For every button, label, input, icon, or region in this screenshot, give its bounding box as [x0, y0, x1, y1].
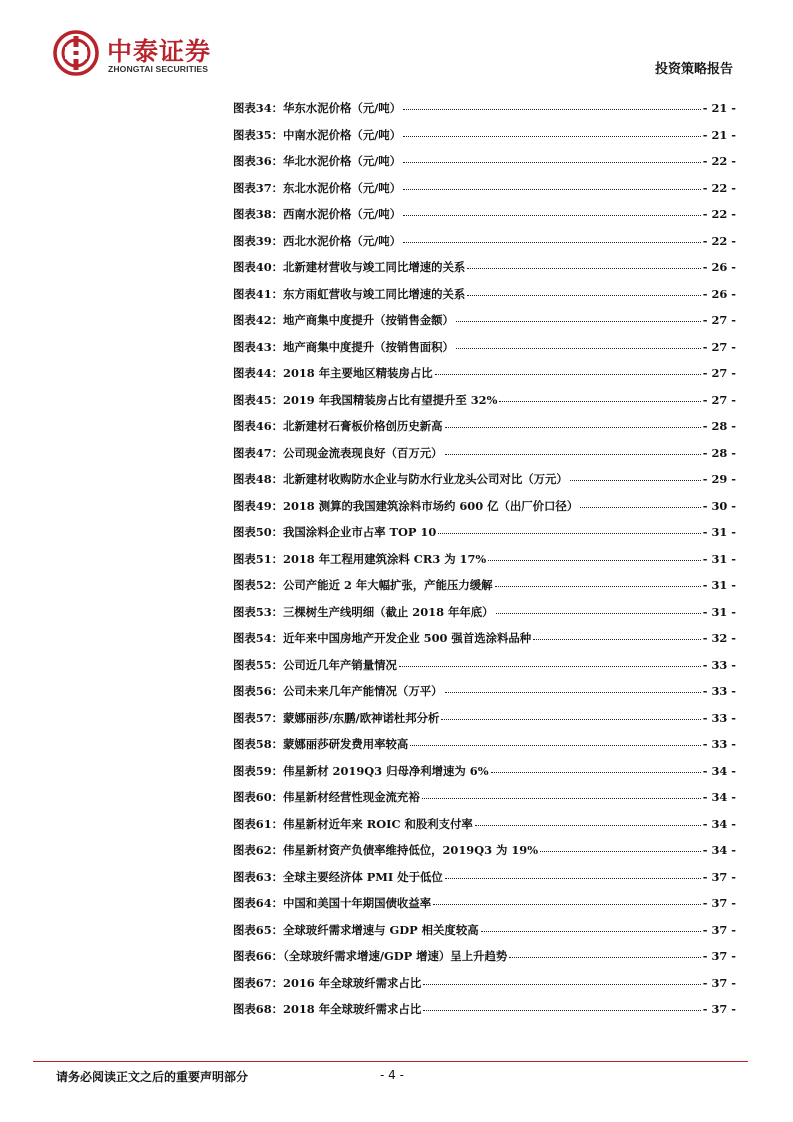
toc-leader-dots — [403, 241, 701, 243]
toc-entry-page: - 34 - — [702, 816, 736, 831]
toc-entry-page: - 22 - — [702, 233, 736, 248]
toc-entry-label: 图表58：蒙娜丽莎研发费用率较高 — [233, 737, 409, 751]
toc-entry-label: 图表48：北新建材收购防水企业与防水行业龙头公司对比（万元） — [233, 472, 568, 486]
toc-entry-label: 图表63：全球主要经济体 PMI 处于低位 — [233, 869, 443, 884]
footer-disclaimer: 请务必阅读正文之后的重要声明部分 — [56, 1070, 249, 1084]
toc-entry[interactable] — [233, 1001, 736, 1028]
toc-entry-label: 图表53：三棵树生产线明细（截止 2018 年年底） — [233, 604, 494, 619]
toc-entry-page: - 28 - — [702, 445, 736, 460]
toc-leader-dots — [403, 214, 701, 216]
toc-entry-label: 图表47：公司现金流表现良好（百万元） — [233, 445, 443, 460]
page-header — [0, 0, 793, 90]
toc-entry-page: - 37 - — [702, 922, 736, 937]
table-of-figures — [233, 100, 736, 1028]
toc-entry-page: - 32 - — [702, 631, 736, 645]
toc-entry-page: - 31 - — [702, 578, 736, 592]
toc-entry-page: - 37 - — [702, 975, 736, 990]
toc-entry[interactable] — [233, 524, 736, 551]
toc-entry-label: 图表37：东北水泥价格（元/吨） — [233, 180, 402, 195]
toc-entry-page: - 22 - — [702, 154, 736, 168]
toc-entry-label: 图表56：公司未来几年产能情况（万平） — [233, 684, 443, 698]
toc-entry-page: - 27 - — [702, 392, 736, 407]
toc-leader-dots — [540, 850, 701, 852]
toc-entry-page: - 37 - — [702, 869, 736, 884]
toc-entry-label: 图表59：伟星新材 2019Q3 归母净利增速为 6% — [233, 763, 489, 778]
toc-entry[interactable] — [233, 736, 736, 763]
toc-leader-dots — [438, 532, 700, 534]
toc-leader-dots — [533, 638, 701, 640]
report-type-label: 投资策略报告 — [654, 62, 733, 77]
toc-leader-dots — [445, 691, 701, 693]
toc-entry-page: - 33 - — [702, 737, 736, 751]
toc-leader-dots — [488, 559, 701, 561]
toc-entry[interactable] — [233, 816, 736, 843]
toc-entry-page: - 28 - — [702, 419, 736, 433]
toc-entry-label: 图表57：蒙娜丽莎/东鹏/欧神诺杜邦分析 — [233, 710, 440, 725]
toc-entry[interactable] — [233, 577, 736, 604]
toc-entry[interactable] — [233, 630, 736, 657]
toc-entry[interactable] — [233, 233, 736, 260]
toc-entry-page: - 34 - — [702, 843, 736, 857]
toc-entry-label: 图表35：中南水泥价格（元/吨） — [233, 127, 402, 142]
toc-entry[interactable] — [233, 312, 736, 339]
toc-entry-label: 图表64：中国和美国十年期国债收益率 — [233, 896, 432, 910]
toc-entry-label: 图表51：2018 年工程用建筑涂料 CR3 为 17% — [233, 551, 487, 566]
toc-leader-dots — [499, 400, 700, 402]
toc-entry[interactable] — [233, 842, 736, 869]
toc-leader-dots — [496, 612, 701, 614]
toc-entry-page: - 31 - — [702, 525, 736, 539]
toc-entry-page: - 22 - — [702, 180, 736, 195]
toc-entry-label: 图表36：华北水泥价格（元/吨） — [233, 154, 402, 168]
toc-entry-page: - 21 - — [702, 127, 736, 142]
toc-leader-dots — [570, 479, 701, 481]
company-logo — [53, 30, 243, 78]
toc-leader-dots — [403, 161, 701, 163]
toc-leader-dots — [445, 453, 701, 455]
toc-entry-label: 图表60：伟星新材经营性现金流充裕 — [233, 790, 420, 804]
toc-leader-dots — [403, 135, 701, 137]
toc-entry-label: 图表67：2016 年全球玻纤需求占比 — [233, 975, 422, 990]
toc-entry[interactable] — [233, 922, 736, 949]
toc-entry[interactable] — [233, 710, 736, 737]
toc-entry[interactable] — [233, 551, 736, 578]
toc-entry-label: 图表40：北新建材营收与竣工同比增速的关系 — [233, 260, 466, 274]
toc-entry[interactable] — [233, 180, 736, 207]
toc-entry[interactable] — [233, 895, 736, 922]
toc-leader-dots — [491, 771, 701, 773]
toc-entry-page: - 31 - — [702, 604, 736, 619]
toc-entry-label: 图表54：近年来中国房地产开发企业 500 强首选涂料品种 — [233, 631, 532, 645]
toc-entry-label: 图表68：2018 年全球玻纤需求占比 — [233, 1002, 422, 1016]
toc-entry-label: 图表66：（全球玻纤需求增速/GDP 增速）呈上升趋势 — [233, 949, 508, 963]
toc-entry[interactable] — [233, 100, 736, 127]
toc-entry[interactable] — [233, 869, 736, 896]
toc-leader-dots — [495, 585, 701, 587]
toc-leader-dots — [399, 665, 701, 667]
toc-entry[interactable] — [233, 206, 736, 233]
toc-entry[interactable] — [233, 498, 736, 525]
toc-entry-page: - 37 - — [702, 1002, 736, 1016]
toc-entry[interactable] — [233, 657, 736, 684]
toc-entry[interactable] — [233, 339, 736, 366]
toc-entry[interactable] — [233, 365, 736, 392]
toc-entry-label: 图表52：公司产能近 2 年大幅扩张，产能压力缓解 — [233, 578, 493, 592]
logo-english-name: ZHONGTAI SECURITIES — [108, 64, 209, 74]
toc-leader-dots — [456, 347, 701, 349]
toc-leader-dots — [423, 1009, 701, 1011]
toc-leader-dots — [445, 426, 701, 428]
toc-entry[interactable] — [233, 763, 736, 790]
toc-entry[interactable] — [233, 127, 736, 154]
toc-entry-page: - 34 - — [702, 763, 736, 778]
footer-page-number: - 4 - — [380, 1068, 404, 1082]
toc-entry[interactable] — [233, 259, 736, 286]
toc-entry-label: 图表41：东方雨虹营收与竣工同比增速的关系 — [233, 286, 466, 301]
zhongtai-logo-icon — [53, 30, 99, 76]
toc-entry-label: 图表50：我国涂料企业市占率 TOP 10 — [233, 525, 437, 539]
toc-entry[interactable] — [233, 948, 736, 975]
toc-leader-dots — [456, 320, 701, 322]
toc-entry-label: 图表65：全球玻纤需求增速与 GDP 相关度较高 — [233, 922, 479, 937]
toc-entry-label: 图表44：2018 年主要地区精装房占比 — [233, 366, 433, 380]
toc-leader-dots — [403, 108, 701, 110]
toc-leader-dots — [422, 797, 701, 799]
toc-leader-dots — [580, 506, 701, 508]
toc-entry-label: 图表46：北新建材石膏板价格创历史新高 — [233, 419, 443, 433]
toc-entry[interactable] — [233, 445, 736, 472]
toc-entry[interactable] — [233, 418, 736, 445]
toc-entry[interactable] — [233, 789, 736, 816]
toc-entry-label: 图表45：2019 年我国精装房占比有望提升至 32% — [233, 392, 498, 407]
toc-entry-page: - 27 - — [702, 339, 736, 354]
toc-entry-page: - 33 - — [702, 684, 736, 698]
toc-entry[interactable] — [233, 392, 736, 419]
toc-entry-page: - 30 - — [702, 498, 736, 513]
toc-entry-page: - 37 - — [702, 949, 736, 963]
toc-entry-label: 图表38：西南水泥价格（元/吨） — [233, 207, 402, 221]
toc-entry-page: - 27 - — [702, 366, 736, 380]
toc-entry-page: - 21 - — [702, 101, 736, 115]
toc-leader-dots — [435, 373, 701, 375]
toc-entry[interactable] — [233, 683, 736, 710]
toc-entry-page: - 26 - — [702, 286, 736, 301]
toc-entry-label: 图表34：华东水泥价格（元/吨） — [233, 101, 402, 115]
toc-entry-label: 图表61：伟星新材近年来 ROIC 和股利支付率 — [233, 816, 473, 831]
toc-entry[interactable] — [233, 471, 736, 498]
toc-entry-label: 图表42：地产商集中度提升（按销售金额） — [233, 313, 454, 327]
toc-entry-label: 图表49：2018 测算的我国建筑涂料市场约 600 亿（出厂价口径） — [233, 498, 579, 513]
footer-divider — [33, 1061, 748, 1062]
toc-entry-label: 图表62：伟星新材资产负债率维持低位，2019Q3 为 19% — [233, 843, 539, 857]
toc-entry[interactable] — [233, 286, 736, 313]
toc-leader-dots — [509, 956, 700, 958]
toc-entry-page: - 29 - — [702, 472, 736, 486]
toc-entry-page: - 22 - — [702, 207, 736, 221]
toc-entry-page: - 31 - — [702, 551, 736, 566]
toc-leader-dots — [475, 824, 701, 826]
toc-leader-dots — [423, 983, 701, 985]
toc-leader-dots — [410, 744, 700, 746]
toc-entry-page: - 26 - — [702, 260, 736, 274]
toc-entry-page: - 37 - — [702, 896, 736, 910]
toc-leader-dots — [433, 903, 701, 905]
toc-leader-dots — [441, 718, 700, 720]
toc-entry[interactable] — [233, 153, 736, 180]
toc-leader-dots — [403, 188, 701, 190]
toc-entry-label: 图表55：公司近几年产销量情况 — [233, 657, 397, 672]
toc-leader-dots — [467, 294, 700, 296]
toc-leader-dots — [467, 267, 700, 269]
toc-entry-page: - 33 - — [702, 657, 736, 672]
toc-entry-page: - 33 - — [702, 710, 736, 725]
toc-leader-dots — [445, 877, 701, 879]
toc-entry-label: 图表39：西北水泥价格（元/吨） — [233, 233, 402, 248]
logo-chinese-name: 中泰证券 — [107, 37, 212, 66]
toc-entry[interactable] — [233, 604, 736, 631]
toc-entry-page: - 34 - — [702, 790, 736, 804]
toc-entry[interactable] — [233, 975, 736, 1002]
toc-entry-label: 图表43：地产商集中度提升（按销售面积） — [233, 339, 454, 354]
toc-entry-page: - 27 - — [702, 313, 736, 327]
toc-leader-dots — [481, 930, 701, 932]
